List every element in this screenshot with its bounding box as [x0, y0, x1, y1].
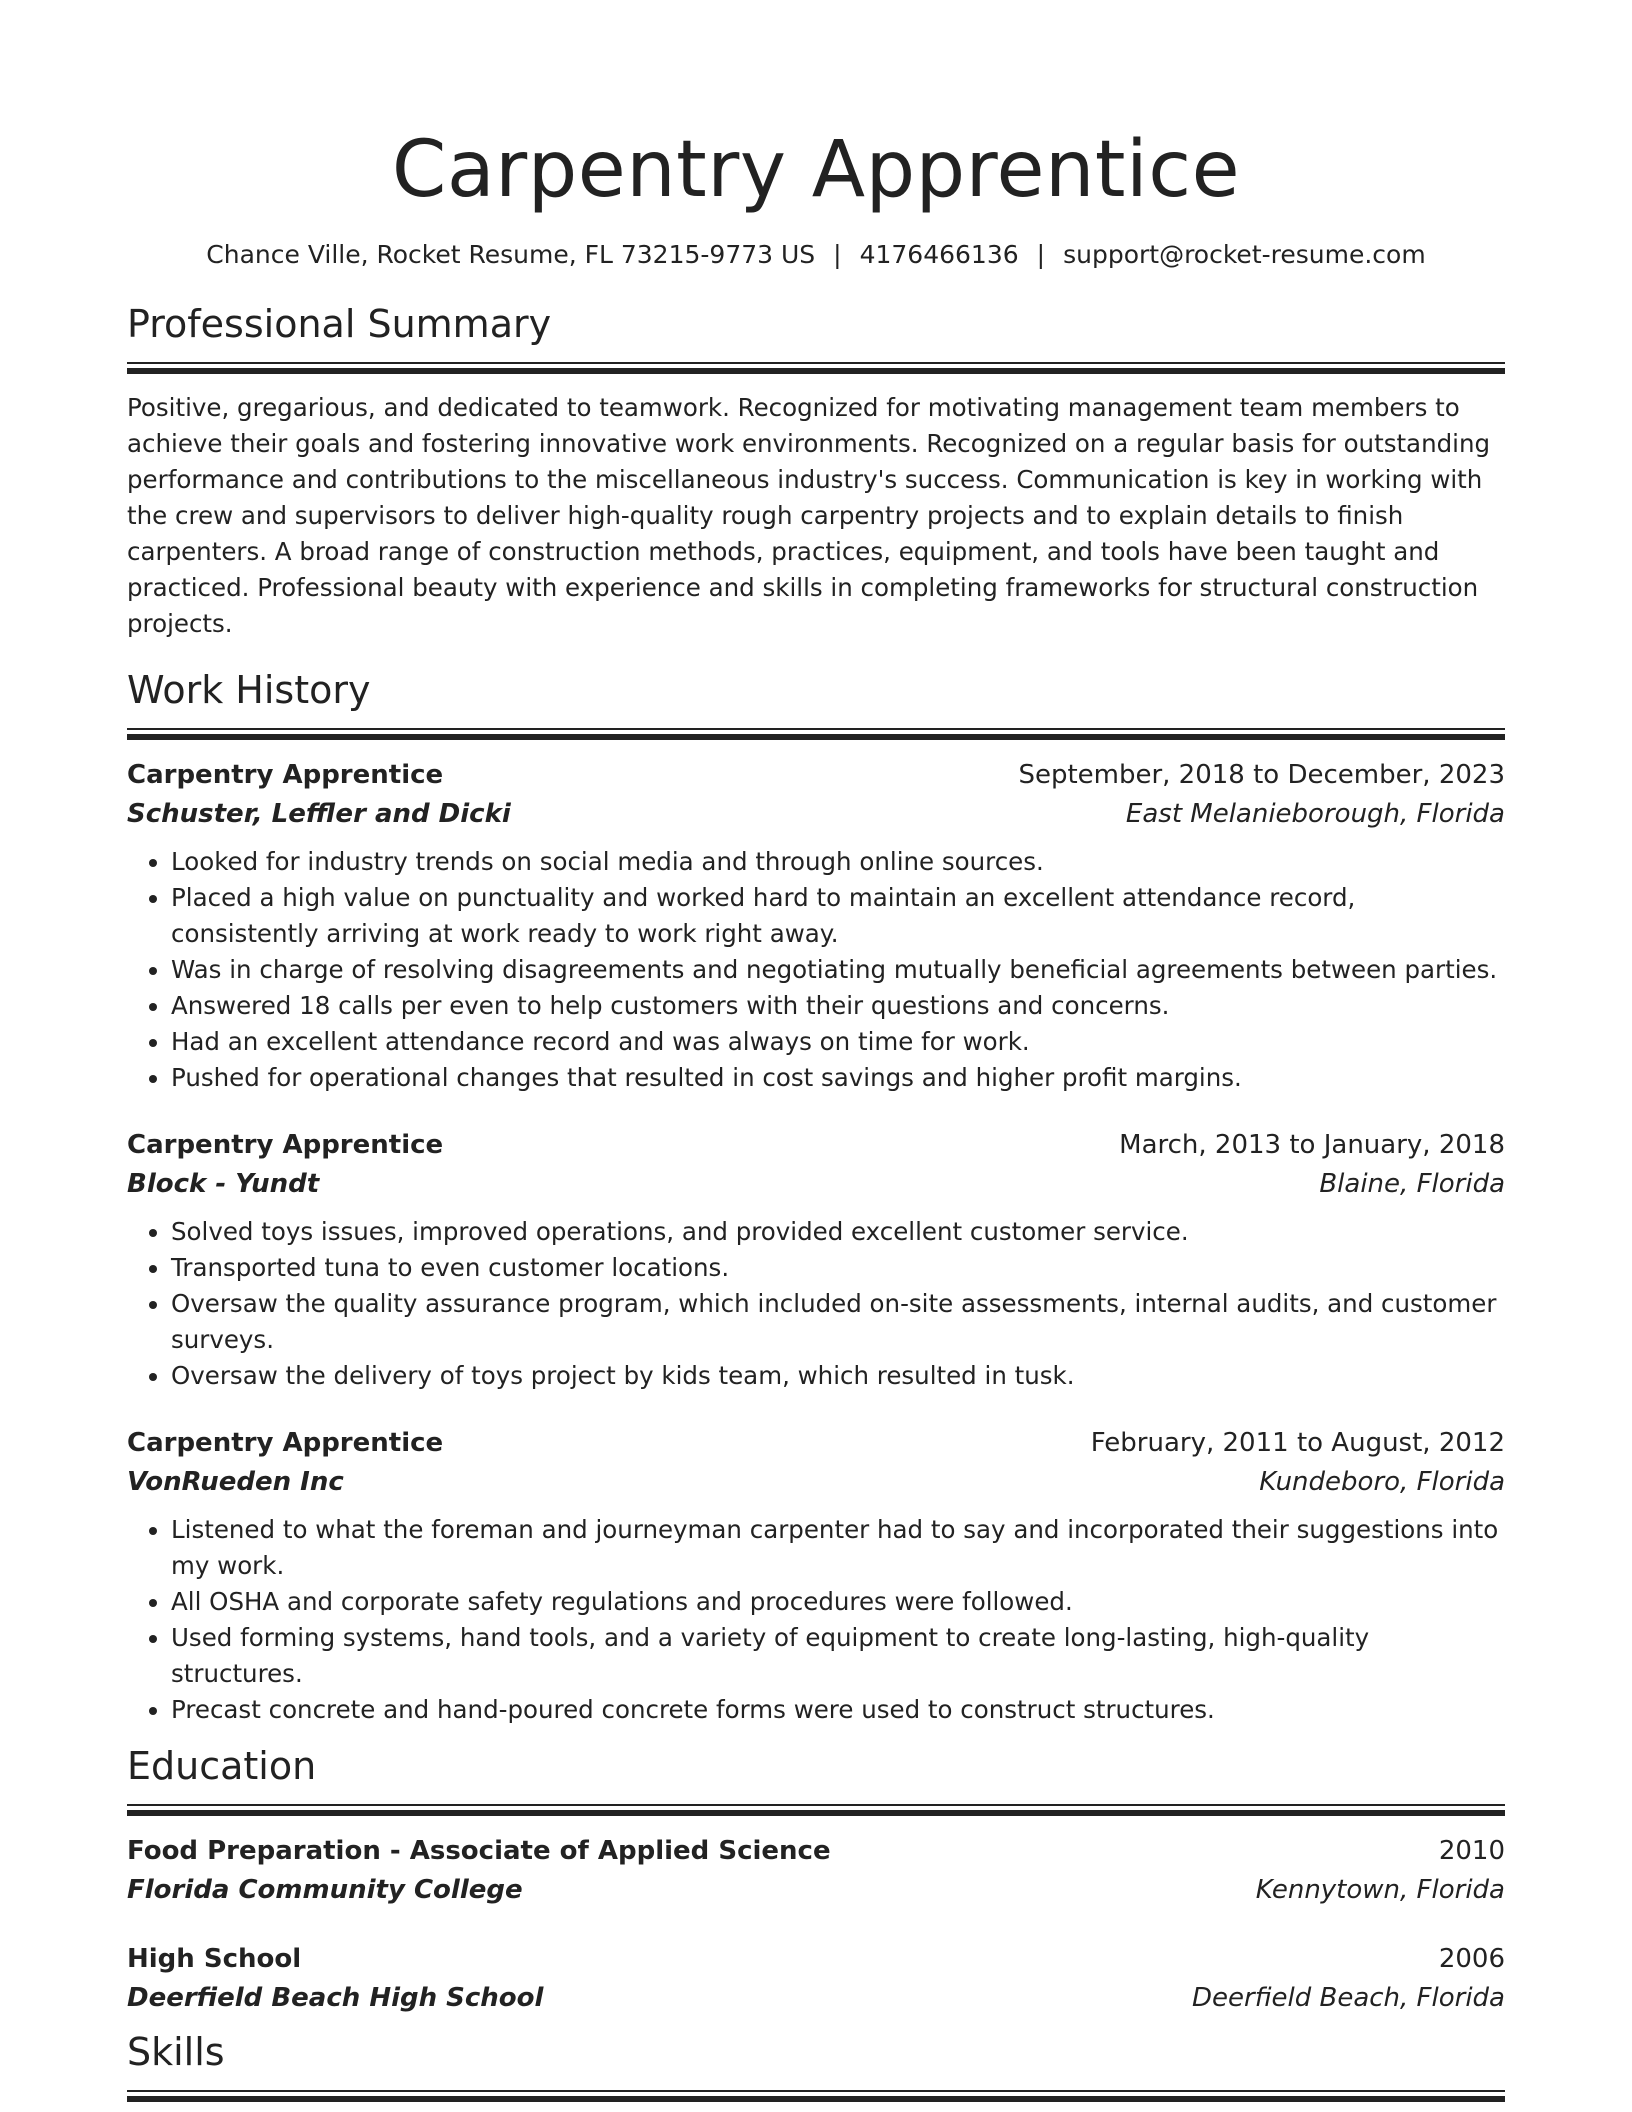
- job-role: Carpentry Apprentice: [127, 760, 444, 790]
- job-dates: September, 2018 to December, 2023: [1018, 760, 1505, 790]
- job-entry: [127, 1424, 1505, 1728]
- job-company: VonRueden Inc: [127, 1467, 344, 1497]
- section-divider: [127, 1804, 1505, 1816]
- section-title-skills: Skills: [127, 2030, 225, 2074]
- education-school: Deerfield Beach High School: [127, 1983, 544, 2013]
- job-bullet: • Placed a high value on punctuality and worked hard to maintain an excellent attendance record, consistently arriving at work ready to work right away.: [171, 880, 1505, 952]
- education-degree: Food Preparation - Associate of Applied Science: [127, 1836, 831, 1866]
- contact-line: [127, 238, 1505, 272]
- job-dates: March, 2013 to January, 2018: [1119, 1130, 1505, 1160]
- job-bullet-list: [127, 1512, 1505, 1728]
- education-location: Deerfield Beach, Florida: [1192, 1983, 1505, 2013]
- job-bullet: • All OSHA and corporate safety regulations and procedures were followed.: [171, 1584, 1505, 1620]
- section-divider: [127, 2090, 1505, 2102]
- job-bullet: • Oversaw the quality assurance program, which included on-site assessments, internal audits, and customer surveys.: [171, 1286, 1505, 1358]
- skills-section: [127, 2028, 1505, 2102]
- job-bullet: • Solved toys issues, improved operations, and provided excellent customer service.: [171, 1214, 1505, 1250]
- job-dates: February, 2011 to August, 2012: [1090, 1428, 1505, 1458]
- job-company: Schuster, Leffler and Dicki: [127, 799, 511, 829]
- contact-separator: |: [1036, 240, 1046, 269]
- contact-phone: 4176466136: [859, 240, 1019, 269]
- job-role: Carpentry Apprentice: [127, 1130, 444, 1160]
- job-location: Kundeboro, Florida: [1259, 1467, 1505, 1497]
- job-bullet-list: [127, 1214, 1505, 1394]
- section-divider: [127, 728, 1505, 740]
- job-bullet: • Answered 18 calls per even to help customers with their questions and concerns.: [171, 988, 1505, 1024]
- summary-section: [127, 300, 1505, 642]
- education-location: Kennytown, Florida: [1255, 1875, 1505, 1905]
- job-bullet-list: [127, 844, 1505, 1096]
- resume-name: Carpentry Apprentice: [391, 125, 1241, 215]
- contact-email: support@rocket-resume.com: [1063, 240, 1426, 269]
- education-entry: [127, 1940, 1505, 2018]
- job-entry: [127, 756, 1505, 1096]
- summary-text: Positive, gregarious, and dedicated to teamwork. Recognized for motivating management team members to achieve their goals and fostering innovative work environments. Recognized on a regular basis for outstanding performance and contributions to the miscellaneous industry's success. Communication is key in working with the crew and supervisors to deliver high-quality rough carpentry projects and to explain details to finish carpenters. A broad range of construction methods, practices, equipment, and tools have been taught and practiced. Professional beauty with experience and skills in completing frameworks for structural construction projects.: [127, 393, 1491, 638]
- job-bullet: • Had an excellent attendance record and was always on time for work.: [171, 1024, 1505, 1060]
- work-history-section: [127, 666, 1505, 1728]
- education-school: Florida Community College: [127, 1875, 523, 1905]
- job-bullet: • Pushed for operational changes that resulted in cost savings and higher profit margins.: [171, 1060, 1505, 1096]
- section-title-summary: Professional Summary: [127, 302, 552, 346]
- contact-separator: |: [833, 240, 842, 269]
- education-year: 2010: [1438, 1836, 1505, 1866]
- job-bullet: • Used forming systems, hand tools, and a variety of equipment to create long-lasting, high-quality structures.: [171, 1620, 1505, 1692]
- education-year: 2006: [1438, 1944, 1505, 1974]
- job-location: East Melanieborough, Florida: [1125, 799, 1505, 829]
- section-title-work-history: Work History: [127, 668, 371, 712]
- section-title-education: Education: [127, 1744, 317, 1788]
- section-divider: [127, 362, 1505, 374]
- job-entry: [127, 1126, 1505, 1394]
- education-section: [127, 1742, 1505, 2018]
- job-bullet: • Oversaw the delivery of toys project by kids team, which resulted in tusk.: [171, 1358, 1505, 1394]
- job-bullet: • Listened to what the foreman and journeyman carpenter had to say and incorporated their suggestions into my work.: [171, 1512, 1505, 1584]
- job-bullet: • Precast concrete and hand-poured concrete forms were used to construct structures.: [171, 1692, 1505, 1728]
- job-role: Carpentry Apprentice: [127, 1428, 444, 1458]
- education-degree: High School: [127, 1944, 302, 1974]
- job-location: Blaine, Florida: [1319, 1169, 1505, 1199]
- job-company: Block - Yundt: [127, 1169, 320, 1199]
- contact-address: Chance Ville, Rocket Resume, FL 73215-9773 US: [206, 240, 816, 269]
- job-bullet: • Looked for industry trends on social media and through online sources.: [171, 844, 1505, 880]
- job-bullet: • Transported tuna to even customer locations.: [171, 1250, 1505, 1286]
- education-entry: [127, 1832, 1505, 1910]
- job-bullet: • Was in charge of resolving disagreements and negotiating mutually beneficial agreements between parties.: [171, 952, 1505, 988]
